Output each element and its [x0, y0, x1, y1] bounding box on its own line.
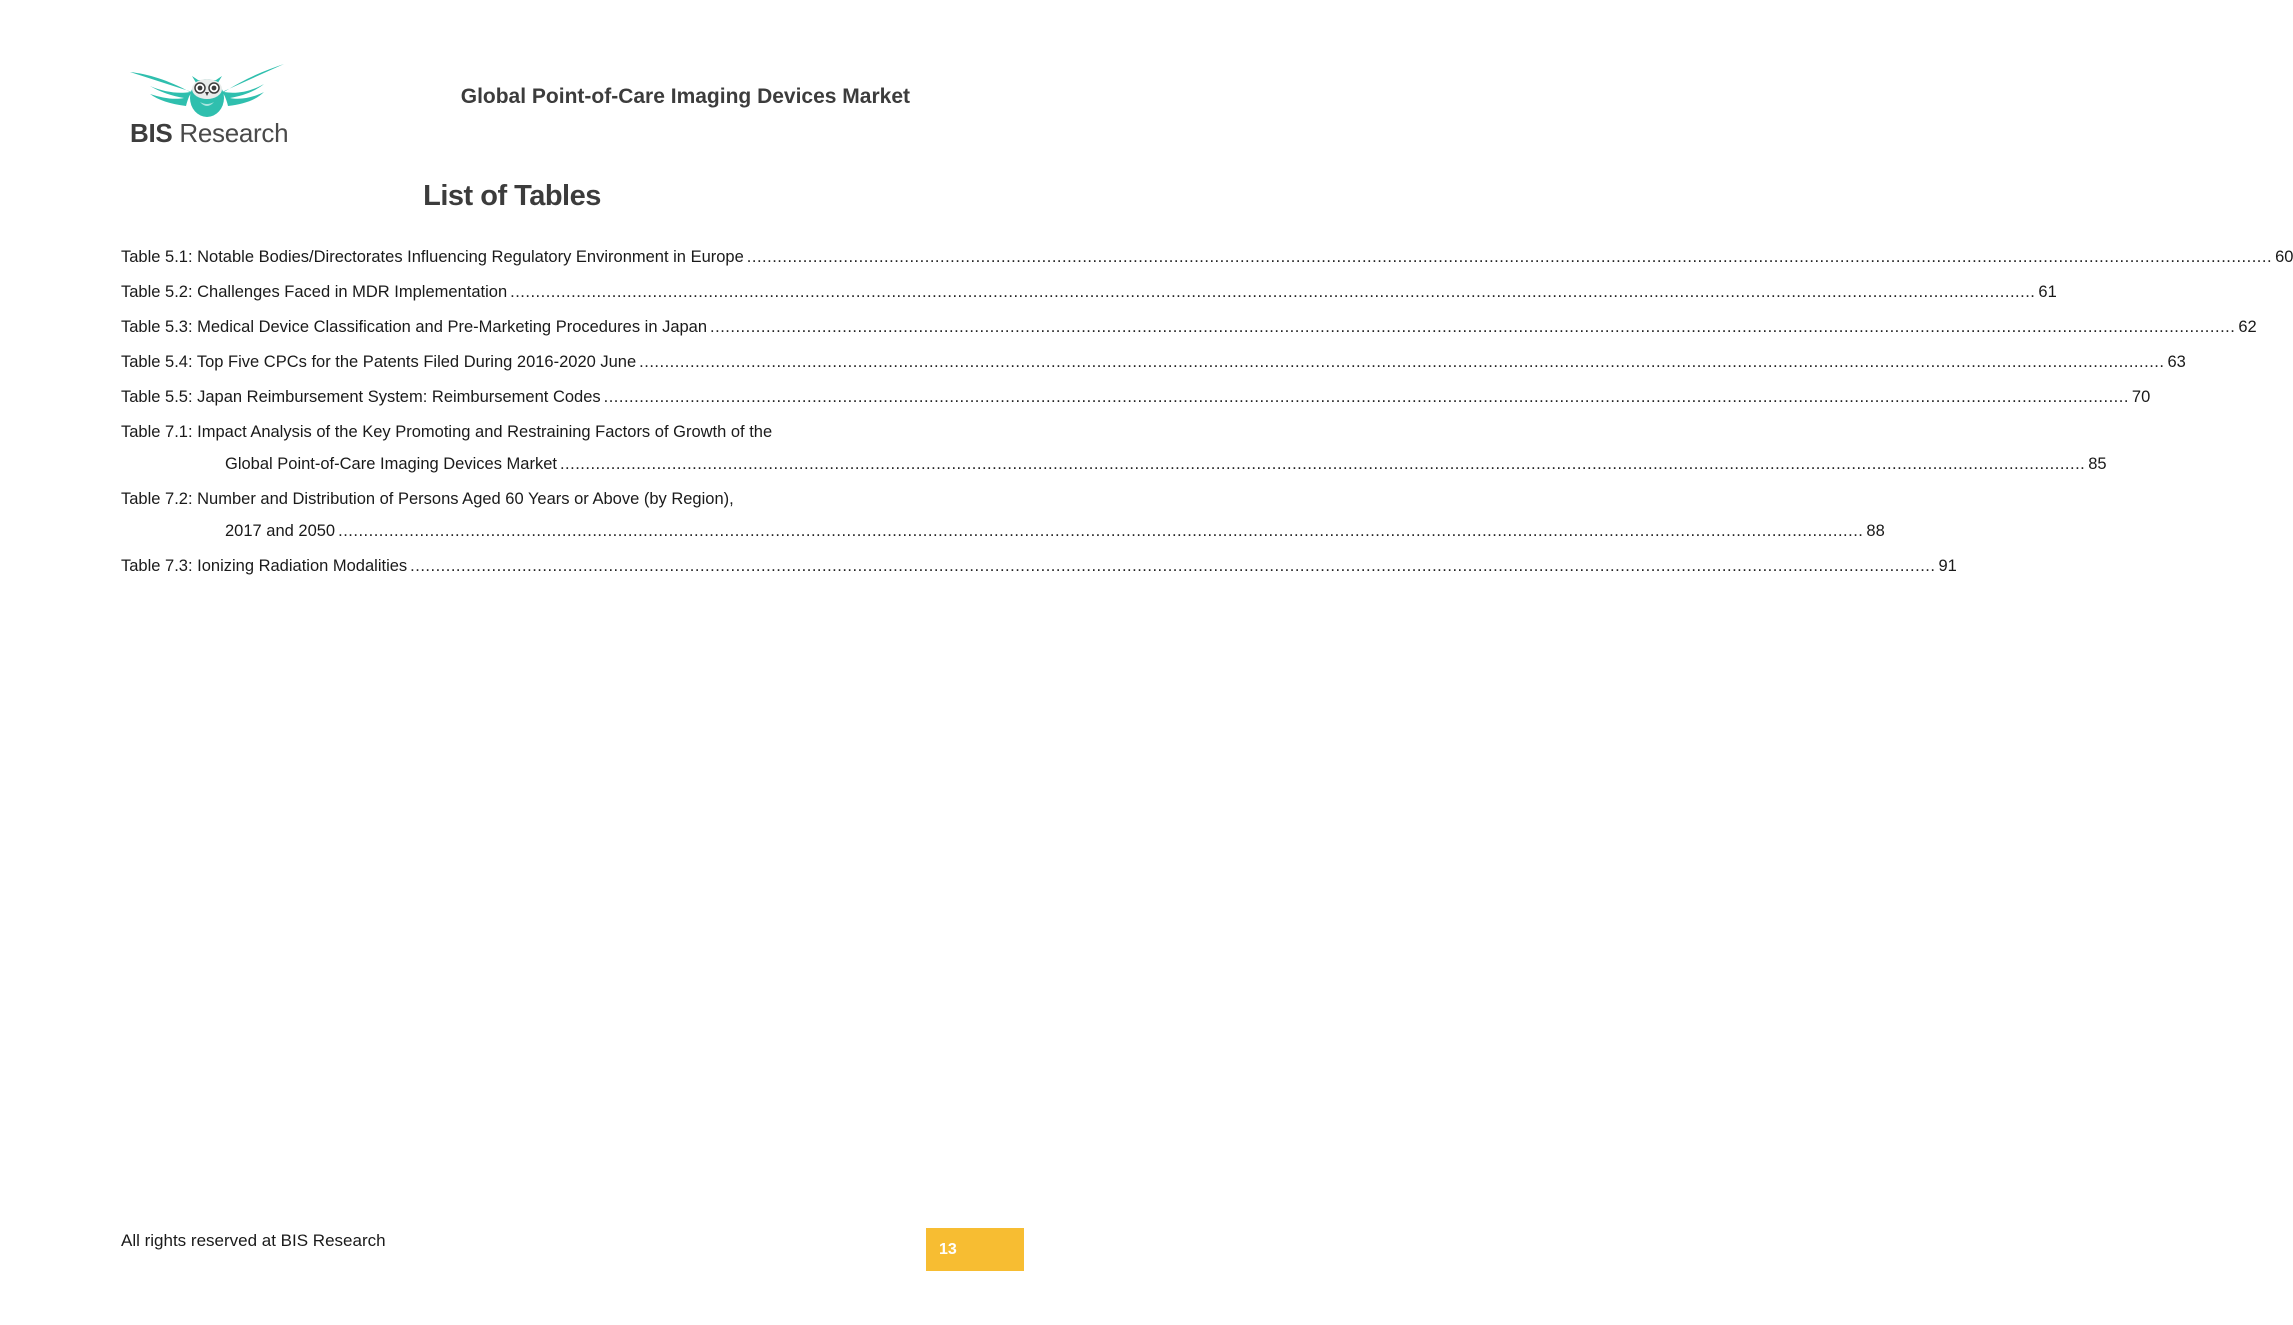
toc-label: Table 5.4: Top Five CPCs for the Patents Filed During 2016-2020 June	[121, 353, 637, 371]
toc-label: Table 5.1: Notable Bodies/Directorates Influencing Regulatory Environment in Europe	[121, 248, 744, 266]
toc-label: Table 7.1: Impact Analysis of the Key Promoting and Restraining Factors of Growth of the	[121, 423, 773, 441]
toc-page: 91	[1938, 557, 1957, 575]
toc-label: Table 5.3: Medical Device Classification and Pre-Marketing Procedures in Japan	[121, 318, 708, 336]
toc-entry-table-7-2[interactable]	[121, 488, 1885, 542]
page-title: List of Tables	[423, 180, 601, 212]
toc-label-continued: Global Point-of-Care Imaging Devices Market	[225, 455, 557, 473]
toc-leader: ............................................................................................................................................................................................................................................................................................................	[559, 455, 2086, 473]
toc-page: 60	[2275, 248, 2293, 266]
toc-entry-table-5-5[interactable]	[121, 386, 2151, 408]
toc-page: 62	[2238, 318, 2257, 336]
footer-copyright: All rights reserved at BIS Research	[121, 1231, 386, 1250]
toc-page: 70	[2131, 388, 2151, 406]
toc-leader: ............................................................................................................................................................................................................................................................................................................	[746, 248, 2273, 266]
owl-icon	[128, 62, 288, 118]
toc-entry-table-5-2[interactable]	[121, 281, 2057, 303]
toc-entry-table-5-3[interactable]	[121, 316, 2257, 338]
toc-label: Table 7.2: Number and Distribution of Persons Aged 60 Years or Above (by Region),	[121, 490, 734, 508]
toc-page: 85	[2088, 455, 2107, 473]
toc-label: Table 7.3: Ionizing Radiation Modalities	[121, 557, 408, 575]
toc-page: 61	[2038, 283, 2057, 301]
toc-label: Table 5.5: Japan Reimbursement System: Reimbursement Codes	[121, 388, 601, 406]
toc-label-continued: 2017 and 2050	[225, 522, 336, 540]
toc-entry-table-7-3[interactable]	[121, 555, 1957, 577]
toc-entry-table-5-4[interactable]	[121, 351, 2186, 373]
page-number-badge: 13	[926, 1228, 1024, 1271]
toc-leader: ............................................................................................................................................................................................................................................................................................................	[603, 388, 2129, 406]
toc-leader: ............................................................................................................................................................................................................................................................................................................	[338, 522, 1864, 540]
toc-page: 88	[1866, 522, 1885, 540]
toc-entry-table-7-1[interactable]	[121, 421, 2107, 475]
toc-label: Table 5.2: Challenges Faced in MDR Implementation	[121, 283, 508, 301]
toc-leader: ............................................................................................................................................................................................................................................................................................................	[410, 557, 1936, 575]
bis-research-logo	[128, 62, 288, 152]
logo-wordmark: BIS Research	[130, 118, 289, 148]
toc-leader: ............................................................................................................................................................................................................................................................................................................	[510, 283, 2036, 301]
toc-leader: ............................................................................................................................................................................................................................................................................................................	[710, 318, 2236, 336]
report-title: Global Point-of-Care Imaging Devices Market	[460, 85, 910, 108]
table-of-contents	[121, 246, 2293, 590]
toc-leader: ............................................................................................................................................................................................................................................................................................................	[639, 353, 2165, 371]
toc-entry-table-5-1[interactable]	[121, 246, 2293, 268]
toc-page: 63	[2167, 353, 2186, 371]
